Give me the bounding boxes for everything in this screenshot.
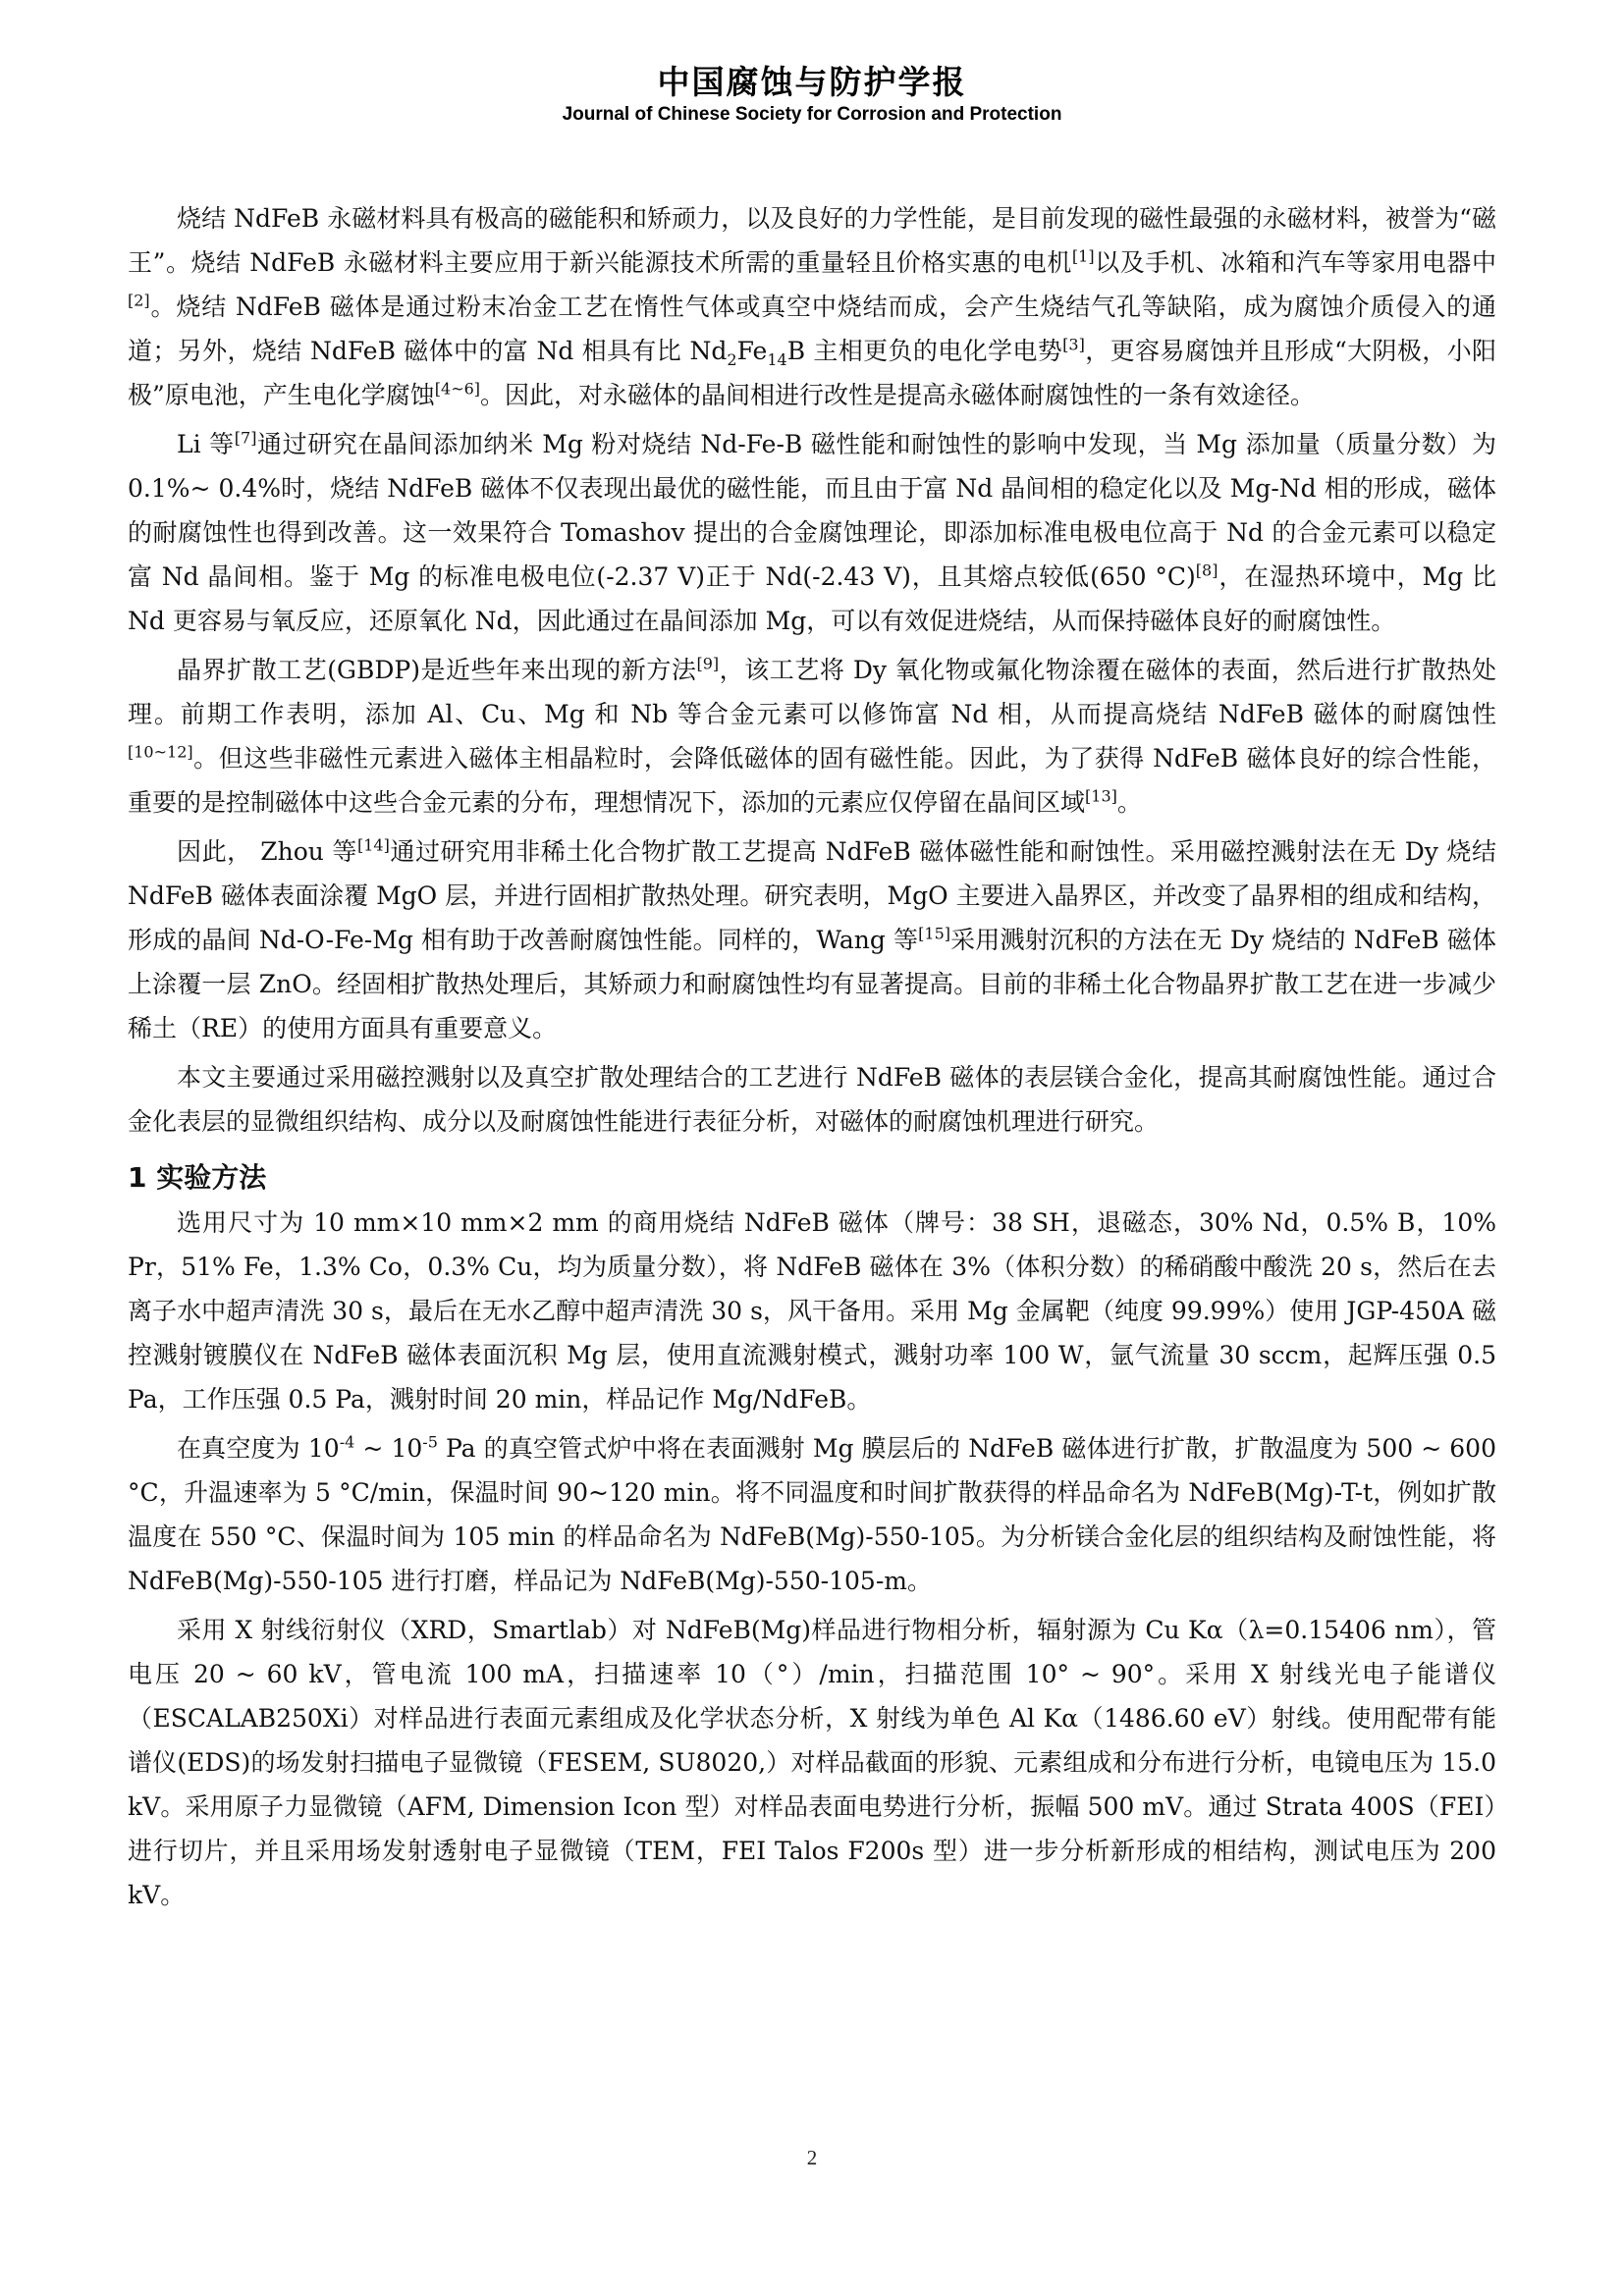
citation: [7] [234,428,257,448]
citation: [15] [918,924,950,943]
paragraph-method-1: 选用尺寸为 10 mm×10 mm×2 mm 的商用烧结 NdFeB 磁体（牌号：38 SH，退磁态，30% Nd，0.5% B，10% Pr，51% Fe，1.3% Co，0.3% Cu，均为质量分数），将 NdFeB 磁体在 3%（体积分数）的稀硝酸中酸洗 20 s，然后在去离子水中超声清洗 30 s，最后在无水乙醇中超声清洗 30 s，风干备用。采用 Mg 金属靶（纯度 99.99%）使用 JGP-450A 磁控溅射镀膜仪在 NdFeB 磁体表面沉积 Mg 层，使用直流溅射模式，溅射功率 100 W，氩气流量 30 sccm，起辉压强 0.5 Pa，工作压强 0.5 Pa，溅射时间 20 min，样品记作 Mg/NdFeB。 [128,1208,1496,1414]
paragraph-intro-1: 烧结 NdFeB 永磁材料具有极高的磁能积和矫顽力，以及良好的力学性能，是目前发现的磁性最强的永磁材料，被誉为“磁王”。烧结 NdFeB 永磁材料主要应用于新兴能源技术所需的重量轻且价格实惠的电机[1]以及手机、冰箱和汽车等家用电器中[2]。烧结 NdFeB 磁体是通过粉末冶金工艺在惰性气体或真空中烧结而成，会产生烧结气孔等缺陷，成为腐蚀介质侵入的通道；另外，烧结 NdFeB 磁体中的富 Nd 相具有比 $Nd_2Fe_{14}B$ 主相更负的电化学电势[3]，更容易腐蚀并且形成“大阴极，小阳极”原电池，产生电化学腐蚀[4~6]。因此，对永磁体的晶间相进行改性是提高永磁体耐腐蚀性的一条有效途径。 [128,204,1497,409]
citation: [14] [356,835,390,855]
citation: [2] [128,291,150,310]
citation: [1] [1071,246,1095,266]
paragraph-method-3: 采用 X 射线衍射仪（XRD，Smartlab）对 NdFeB(Mg)样品进行物相分析，辐射源为 Cu Kα（λ=0.15406 nm），管电压 20 ~ 60 kV，管电流 100 mA，扫描速率 10（°）/min，扫描范围 10° ~ 90°。采用 X 射线光电子能谱仪（ESCALAB250Xi）对样品进行表面元素组成及化学状态分析，X 射线为单色 Al Kα（1486.60 eV）射线。使用配带有能谱仪(EDS)的场发射扫描电子显微镜（FESEM, SU8020,）对样品截面的形貌、元素组成和分布进行分析，电镜电压为 15.0 kV。采用原子力显微镜（AFM, Dimension Icon 型）对样品表面电势进行分析，振幅 500 mV。通过 Strata 400S（FEI）进行切片，并且采用场发射透射电子显微镜（TEM，FEI Talos F200s 型）进一步分析新形成的相结构，测试电压为 200 kV。 [128,1616,1496,1909]
paragraph-intro-4: 因此， Zhou 等[14]通过研究用非稀土化合物扩散工艺提高 NdFeB 磁体磁性能和耐蚀性。采用磁控溅射法在无 Dy 烧结 NdFeB 磁体表面涂覆 MgO 层，并进行固相扩散热处理。研究表明，MgO 主要进入晶界区，并改变了晶界相的组成和结构，形成的晶间 Nd-O-Fe-Mg 相有助于改善耐腐蚀性能。同样的，Wang 等[15]采用溅射沉积的方法在无 Dy 烧结的 NdFeB 磁体上涂覆一层 ZnO。经固相扩散热处理后，其矫顽力和耐腐蚀性均有显著提高。目前的非稀土化合物晶界扩散工艺在进一步减少稀土（RE）的使用方面具有重要意义。 [128,835,1496,1042]
citation: [3] [1062,335,1085,354]
citation: [10~12] [128,742,193,762]
section-heading: 1 实验方法 [128,1161,267,1194]
citation: [4~6] [434,379,481,399]
paragraph-intro-3: 晶界扩散工艺(GBDP)是近些年来出现的新方法[9]，该工艺将 Dy 氧化物或氟化物涂覆在磁体的表面，然后进行扩散热处理。前期工作表明，添加 Al、Cu、Mg 和 Nb 等合金元素可以修饰富 Nd 相，从而提高烧结 NdFeB 磁体的耐腐蚀性[10~12]。但这些非磁性元素进入磁体主相晶粒时，会降低磁体的固有磁性能。因此，为了获得 NdFeB 磁体良好的综合性能，重要的是控制磁体中这些合金元素的分布，理想情况下，添加的元素应仅停留在晶间区域[13]。 [128,654,1496,817]
article-body [128,196,1496,1922]
paragraph-intro-5: 本文主要通过采用磁控溅射以及真空扩散处理结合的工艺进行 NdFeB 磁体的表层镁合金化，提高其耐腐蚀性能。通过合金化表层的显微组织结构、成分以及耐腐蚀性能进行表征分析，对磁体的耐腐蚀机理进行研究。 [128,1063,1496,1136]
paragraph-method-2: 在真空度为 $10^{-4}$ ~ $10^{-5}$ Pa 的真空管式炉中将在表面溅射 Mg 膜层后的 NdFeB 磁体进行扩散，扩散温度为 500 ~ 600 °C，升温速率为 5 °C/min，保温时间 90~120 min。将不同温度和时间扩散获得的样品命名为 NdFeB(Mg)-T-t，例如扩散温度在 550 °C、保温时间为 105 min 的样品命名为 NdFeB(Mg)-550-105。为分析镁合金化层的组织结构及耐蚀性能，将 NdFeB(Mg)-550-105 进行打磨，样品记为 NdFeB(Mg)-550-105-m。 [128,1432,1496,1595]
journal-title-cn: 中国腐蚀与防护学报 [657,63,967,101]
citation: [13] [1085,786,1117,806]
paragraph-intro-2: Li 等[7]通过研究在晶间添加纳米 Mg 粉对烧结 Nd-Fe-B 磁性能和耐蚀性的影响中发现，当 Mg 添加量（质量分数）为 0.1%~ 0.4%时，烧结 NdFeB 磁体不仅表现出最优的磁性能，而且由于富 Nd 晶间相的稳定化以及 Mg-Nd 相的形成，磁体的耐腐蚀性也得到改善。这一效果符合 Tomashov 提出的合金腐蚀理论，即添加标准电极电位高于 Nd 的合金元素可以稳定富 Nd 晶间相。鉴于 Mg 的标准电极电位(-2.37 V)正于 Nd(-2.43 V)，且其熔点较低(650 °C)[8]，在湿热环境中，Mg 比 Nd 更容易与氧反应，还原氧化 Nd，因此通过在晶间添加 Mg，可以有效促进烧结，从而保持磁体良好的耐腐蚀性。 [128,428,1497,635]
journal-title-en: Journal of Chinese Society for Corrosion and Protection [562,104,1062,125]
citation: [9] [696,654,720,673]
page-number: 2 [806,2146,818,2169]
citation: [8] [1195,561,1218,580]
